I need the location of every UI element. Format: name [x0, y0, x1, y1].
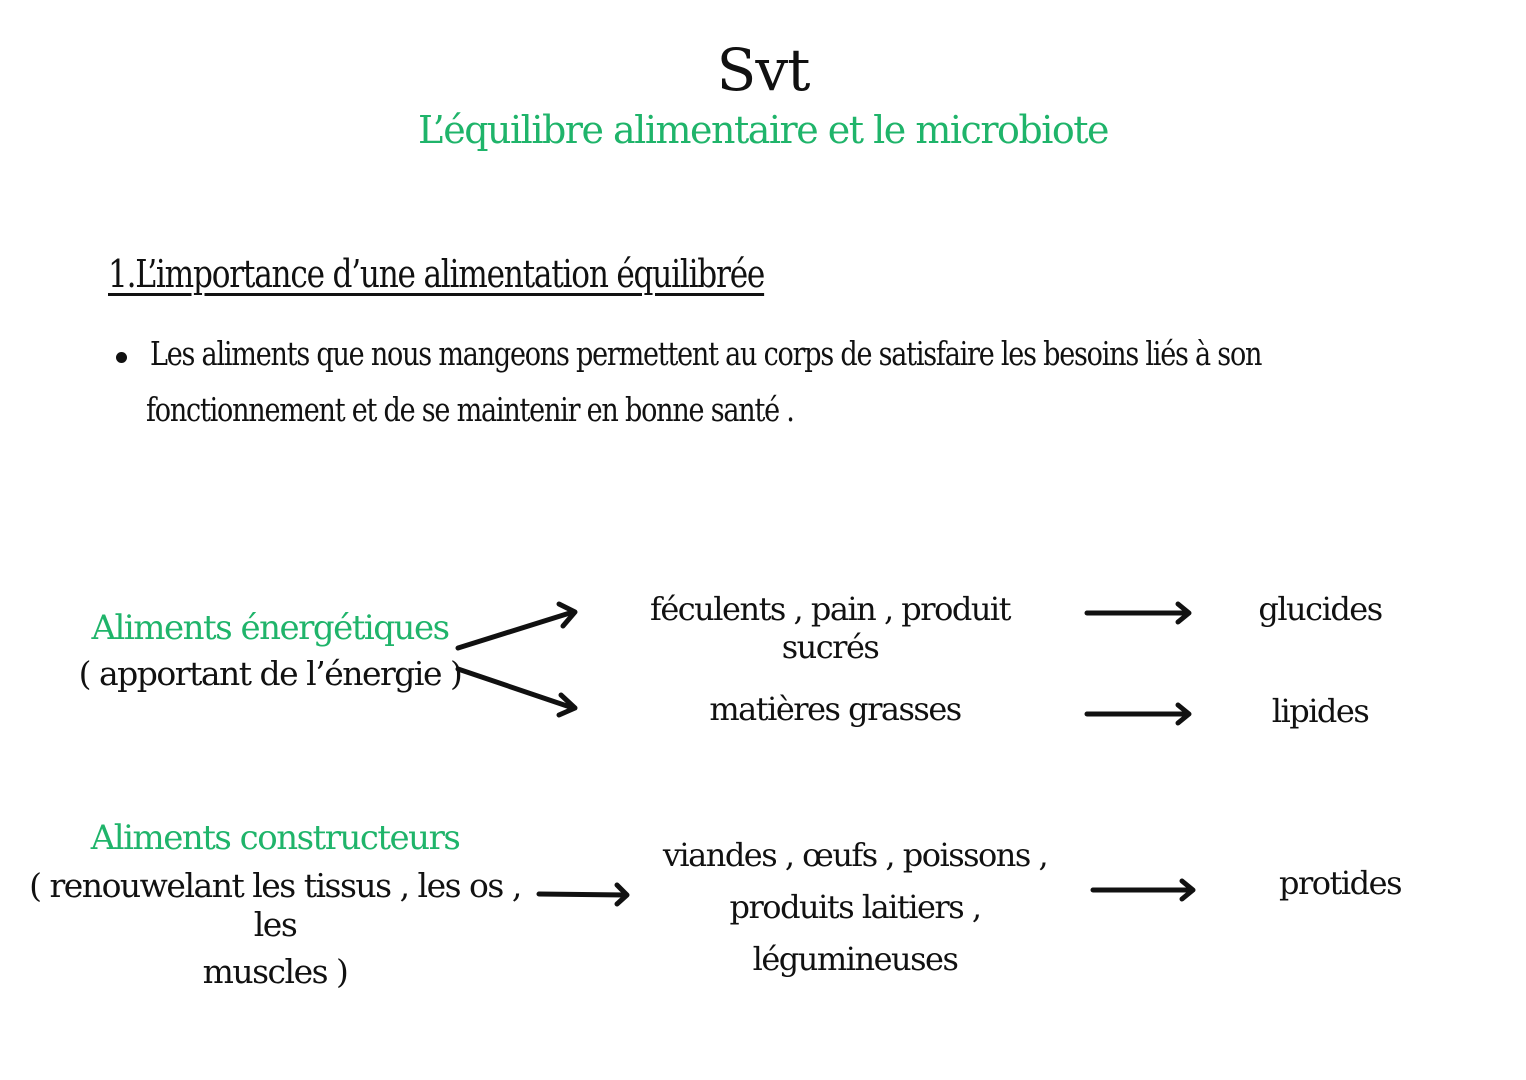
arrow-right-icon [1091, 877, 1201, 903]
builder-foods [640, 836, 1070, 978]
bullet-text-line-2: fonctionnement et de se maintenir en bonne santé . [146, 390, 794, 429]
page-title: Svt [716, 36, 810, 104]
foods-fats: matières grasses [709, 690, 961, 728]
builder-category [20, 818, 530, 991]
energetic-category [60, 608, 480, 693]
arrow-right-icon [1085, 701, 1195, 727]
page-subtitle: L’équilibre alimentaire et le microbiote [418, 108, 1108, 152]
energetic-title: Aliments énergétiques [91, 608, 449, 648]
builder-description-line-2: muscles ) [202, 952, 348, 991]
section-heading: 1.L’importance d’une alimentation équilibrée [108, 252, 765, 296]
foods-starches: féculents , pain , produit sucrés [649, 590, 1011, 666]
nutrient-protides: protides [1279, 864, 1401, 902]
builder-foods-line-1: viandes , œufs , poissons , [662, 836, 1048, 874]
nutrient-lipides: lipides [1271, 692, 1369, 730]
arrow-right-icon [537, 881, 637, 907]
bullet-icon [116, 352, 127, 363]
arrow-down-right-icon [455, 665, 585, 725]
builder-title: Aliments constructeurs [90, 818, 460, 858]
builder-foods-line-2: produits laitiers , [729, 888, 981, 926]
builder-description-line-1: ( renouwelant les tissus , les os , les [29, 866, 521, 944]
arrow-up-right-icon [455, 600, 585, 660]
energetic-description: ( apportant de l’énergie ) [78, 654, 462, 693]
builder-foods-line-3: légumineuses [752, 940, 958, 978]
bullet-text-line-1: Les aliments que nous mangeons permettent au corps de satisfaire les besoins liés à son [150, 334, 1262, 373]
nutrient-glucides: glucides [1258, 590, 1382, 628]
arrow-right-icon [1085, 600, 1195, 626]
